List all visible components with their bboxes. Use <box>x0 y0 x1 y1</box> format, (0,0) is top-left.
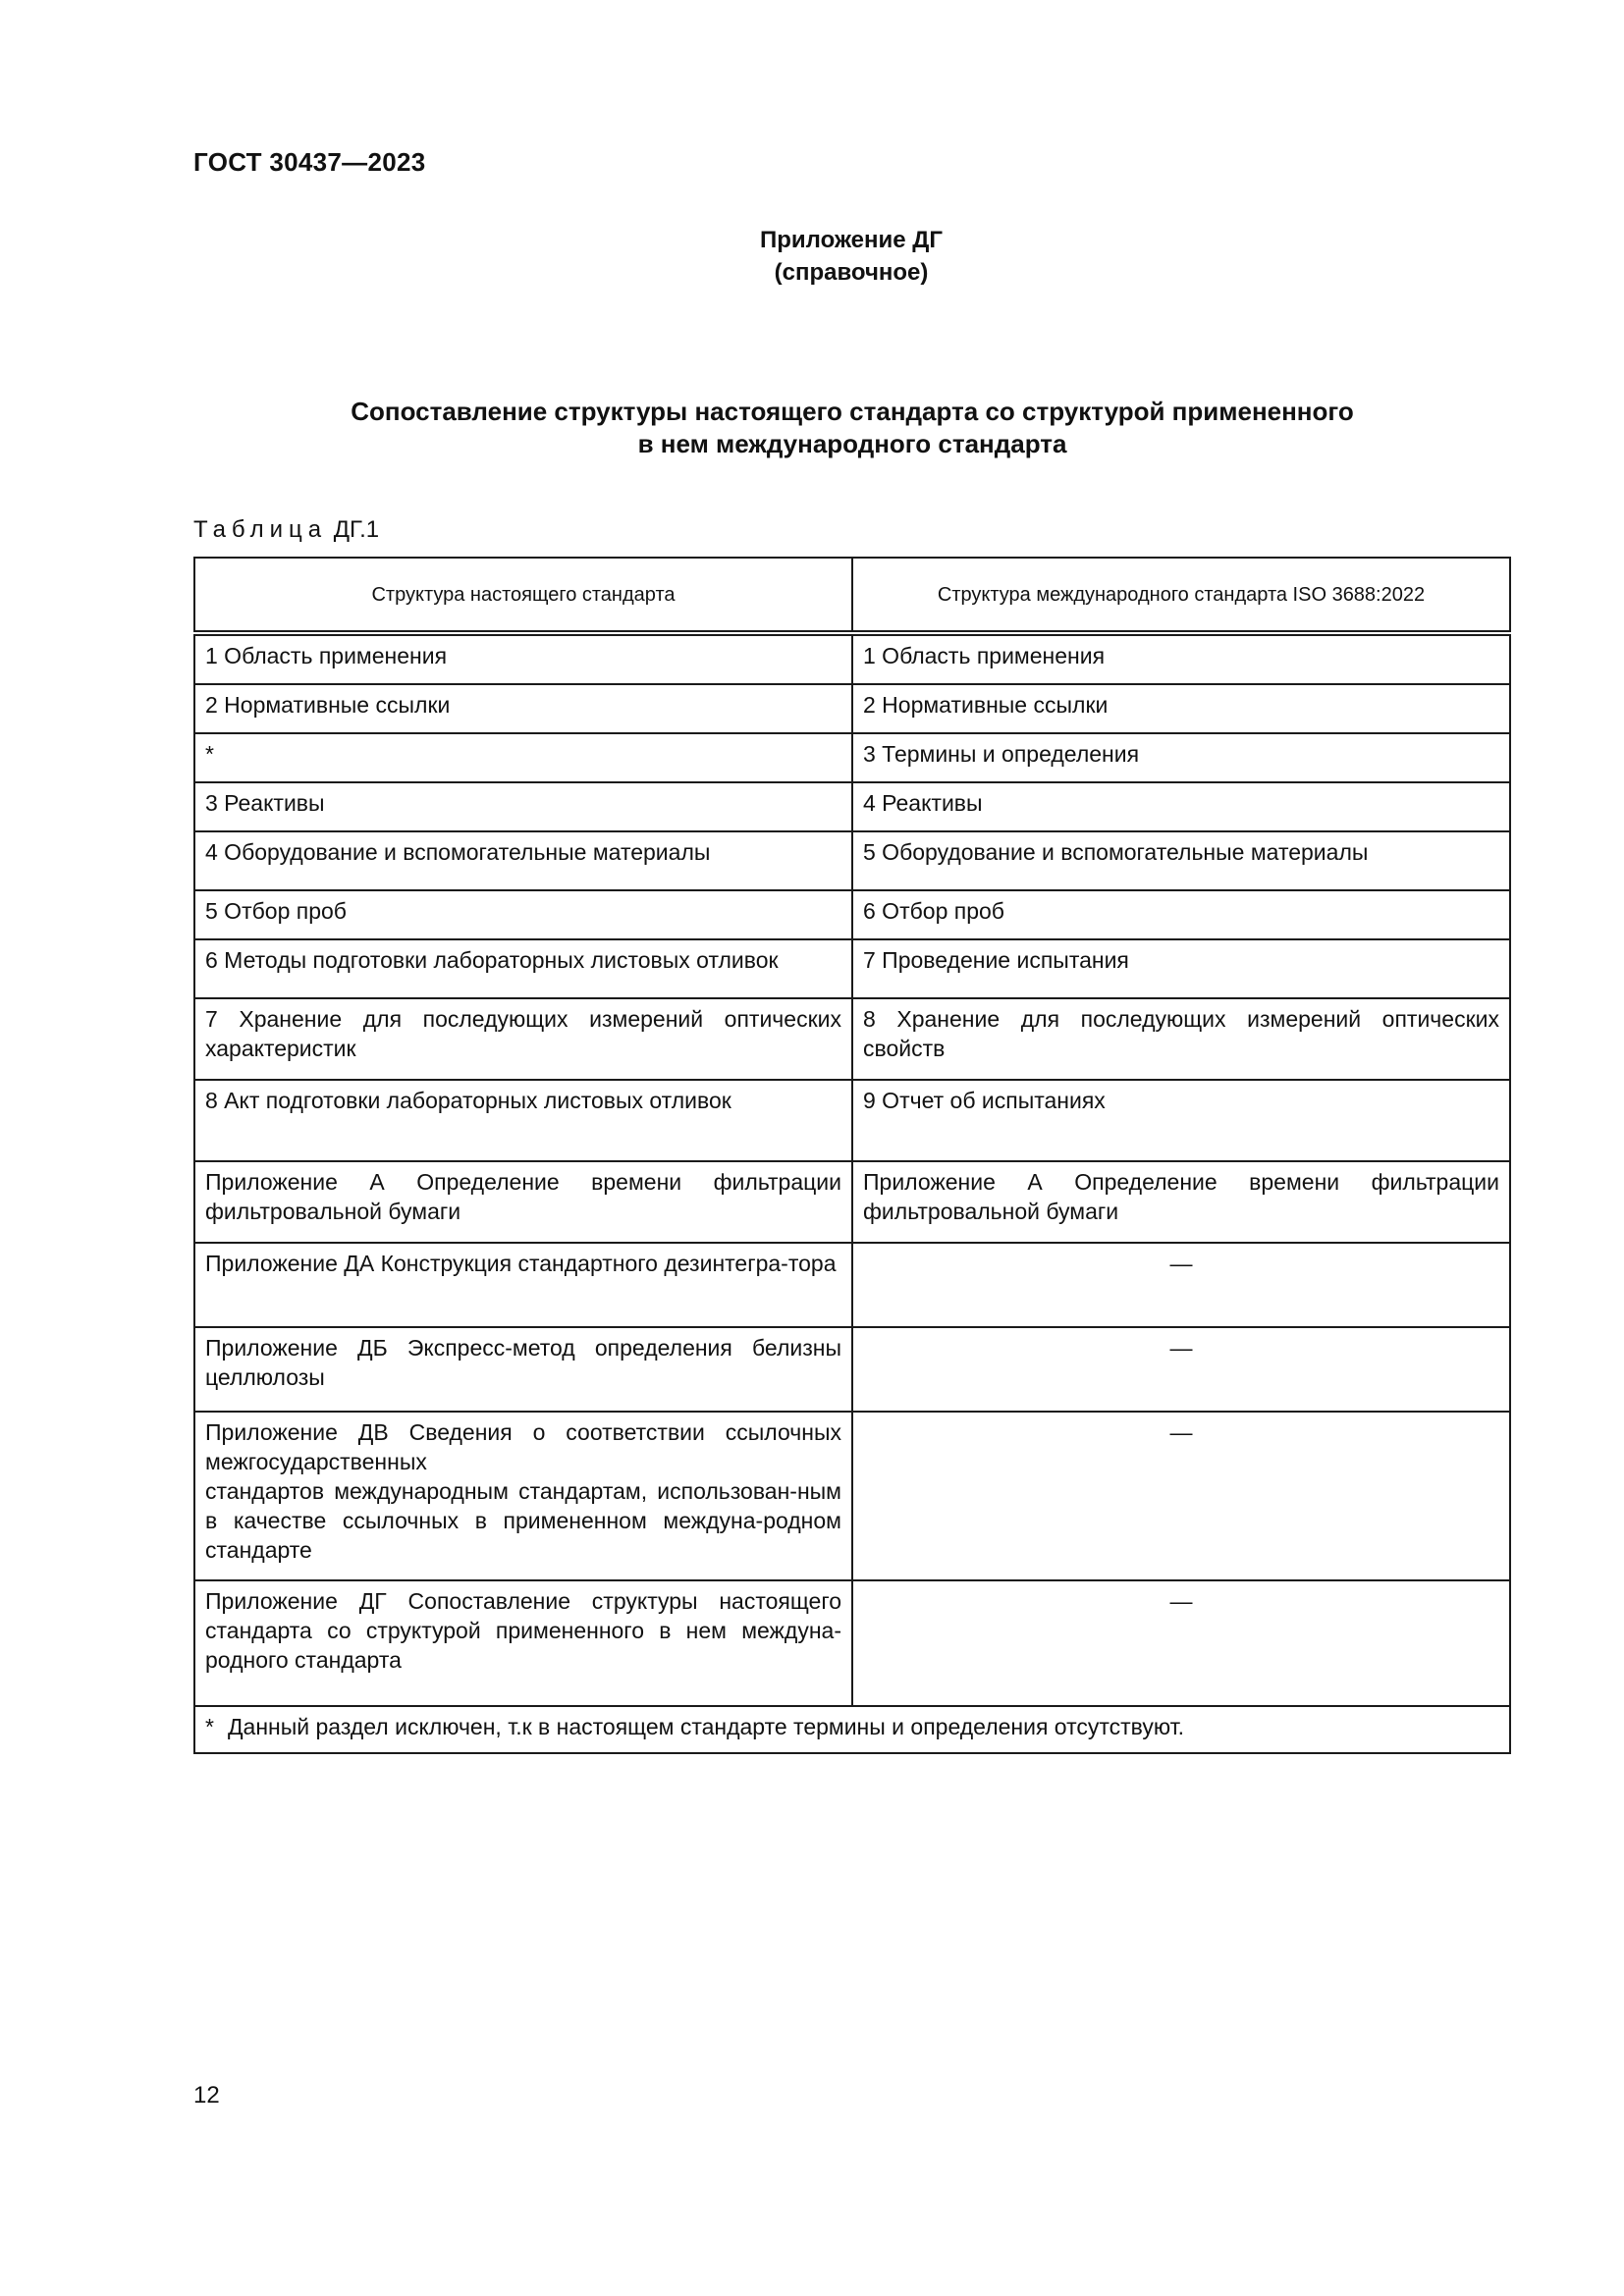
table-footnote <box>194 1706 1510 1753</box>
table-row <box>194 633 1510 684</box>
cell-international: 3 Термины и определения <box>852 733 1510 782</box>
cell-national-line2: стандартов международным стандартам, использован-ным в качестве ссылочных в примененном междуна-родном стандарте <box>205 1478 841 1563</box>
cell-national: Приложение ДА Конструкция стандартного дезинтегра-тора <box>194 1243 852 1327</box>
page-number: 12 <box>193 2082 220 2109</box>
cell-national: Приложение ДБ Экспресс-метод определения белизны целлюлозы <box>194 1327 852 1412</box>
cell-international-dash: — <box>852 1412 1510 1580</box>
cell-national: 8 Акт подготовки лабораторных листовых отливок <box>194 1080 852 1161</box>
cell-international: 2 Нормативные ссылки <box>852 684 1510 733</box>
cell-international: 4 Реактивы <box>852 782 1510 831</box>
cell-national: Приложение ДГ Сопоставление структуры настоящего стандарта со структурой примененного в нем междуна-родного стандарта <box>194 1580 852 1706</box>
cell-national: * <box>194 733 852 782</box>
table-row <box>194 1080 1510 1161</box>
cell-international-dash: — <box>852 1580 1510 1706</box>
header-national-structure: Структура настоящего стандарта <box>194 558 852 633</box>
table-caption <box>193 516 379 544</box>
annex-title: Приложение ДГ <box>760 227 943 253</box>
cell-national: 2 Нормативные ссылки <box>194 684 852 733</box>
footnote-text: Данный раздел исключен, т.к в настоящем стандарте термины и определения отсутствуют. <box>227 1714 1185 1739</box>
table-header-row <box>194 558 1510 633</box>
cell-national: 7 Хранение для последующих измерений оптических характеристик <box>194 998 852 1080</box>
table-row <box>194 733 1510 782</box>
table-row <box>194 1161 1510 1243</box>
cell-national-line1: Приложение ДВ Сведения о соответствии ссылочных межгосударственных <box>205 1419 841 1474</box>
section-title <box>193 396 1511 460</box>
cell-international: 5 Оборудование и вспомогательные материалы <box>852 831 1510 890</box>
table-row <box>194 1580 1510 1706</box>
section-title-line1: Сопоставление структуры настоящего стандарта со структурой примененного <box>351 397 1354 426</box>
table-row <box>194 998 1510 1080</box>
cell-national: 5 Отбор проб <box>194 890 852 939</box>
cell-national <box>194 1412 852 1580</box>
section-title-line2: в нем международного стандарта <box>637 429 1067 458</box>
table-row <box>194 890 1510 939</box>
cell-international: 9 Отчет об испытаниях <box>852 1080 1510 1161</box>
footnote-mark: * <box>205 1714 214 1739</box>
cell-international-dash: — <box>852 1243 1510 1327</box>
cell-international: Приложение А Определение времени фильтрации фильтровальной бумаги <box>852 1161 1510 1243</box>
table-row <box>194 939 1510 998</box>
table-row <box>194 782 1510 831</box>
table-row <box>194 1412 1510 1580</box>
table-row <box>194 831 1510 890</box>
cell-national: 4 Оборудование и вспомогательные материалы <box>194 831 852 890</box>
cell-national: 1 Область применения <box>194 633 852 684</box>
table-row <box>194 684 1510 733</box>
annex-type: (справочное) <box>774 259 929 286</box>
structure-comparison-table <box>193 557 1511 1754</box>
cell-national: 3 Реактивы <box>194 782 852 831</box>
header-international-structure: Структура международного стандарта ISO 3688:2022 <box>852 558 1510 633</box>
table-footnote-row <box>194 1706 1510 1753</box>
cell-international: 6 Отбор проб <box>852 890 1510 939</box>
annex-heading <box>0 224 1624 289</box>
cell-international-dash: — <box>852 1327 1510 1412</box>
cell-international: 1 Область применения <box>852 633 1510 684</box>
table-caption-id: ДГ.1 <box>333 516 380 543</box>
document-code: ГОСТ 30437—2023 <box>193 147 426 177</box>
cell-national: 6 Методы подготовки лабораторных листовых отливок <box>194 939 852 998</box>
cell-international: 7 Проведение испытания <box>852 939 1510 998</box>
table-row <box>194 1327 1510 1412</box>
table-row <box>194 1243 1510 1327</box>
cell-international: 8 Хранение для последующих измерений оптических свойств <box>852 998 1510 1080</box>
table-caption-word: Таблица <box>193 516 328 543</box>
cell-national: Приложение А Определение времени фильтрации фильтровальной бумаги <box>194 1161 852 1243</box>
